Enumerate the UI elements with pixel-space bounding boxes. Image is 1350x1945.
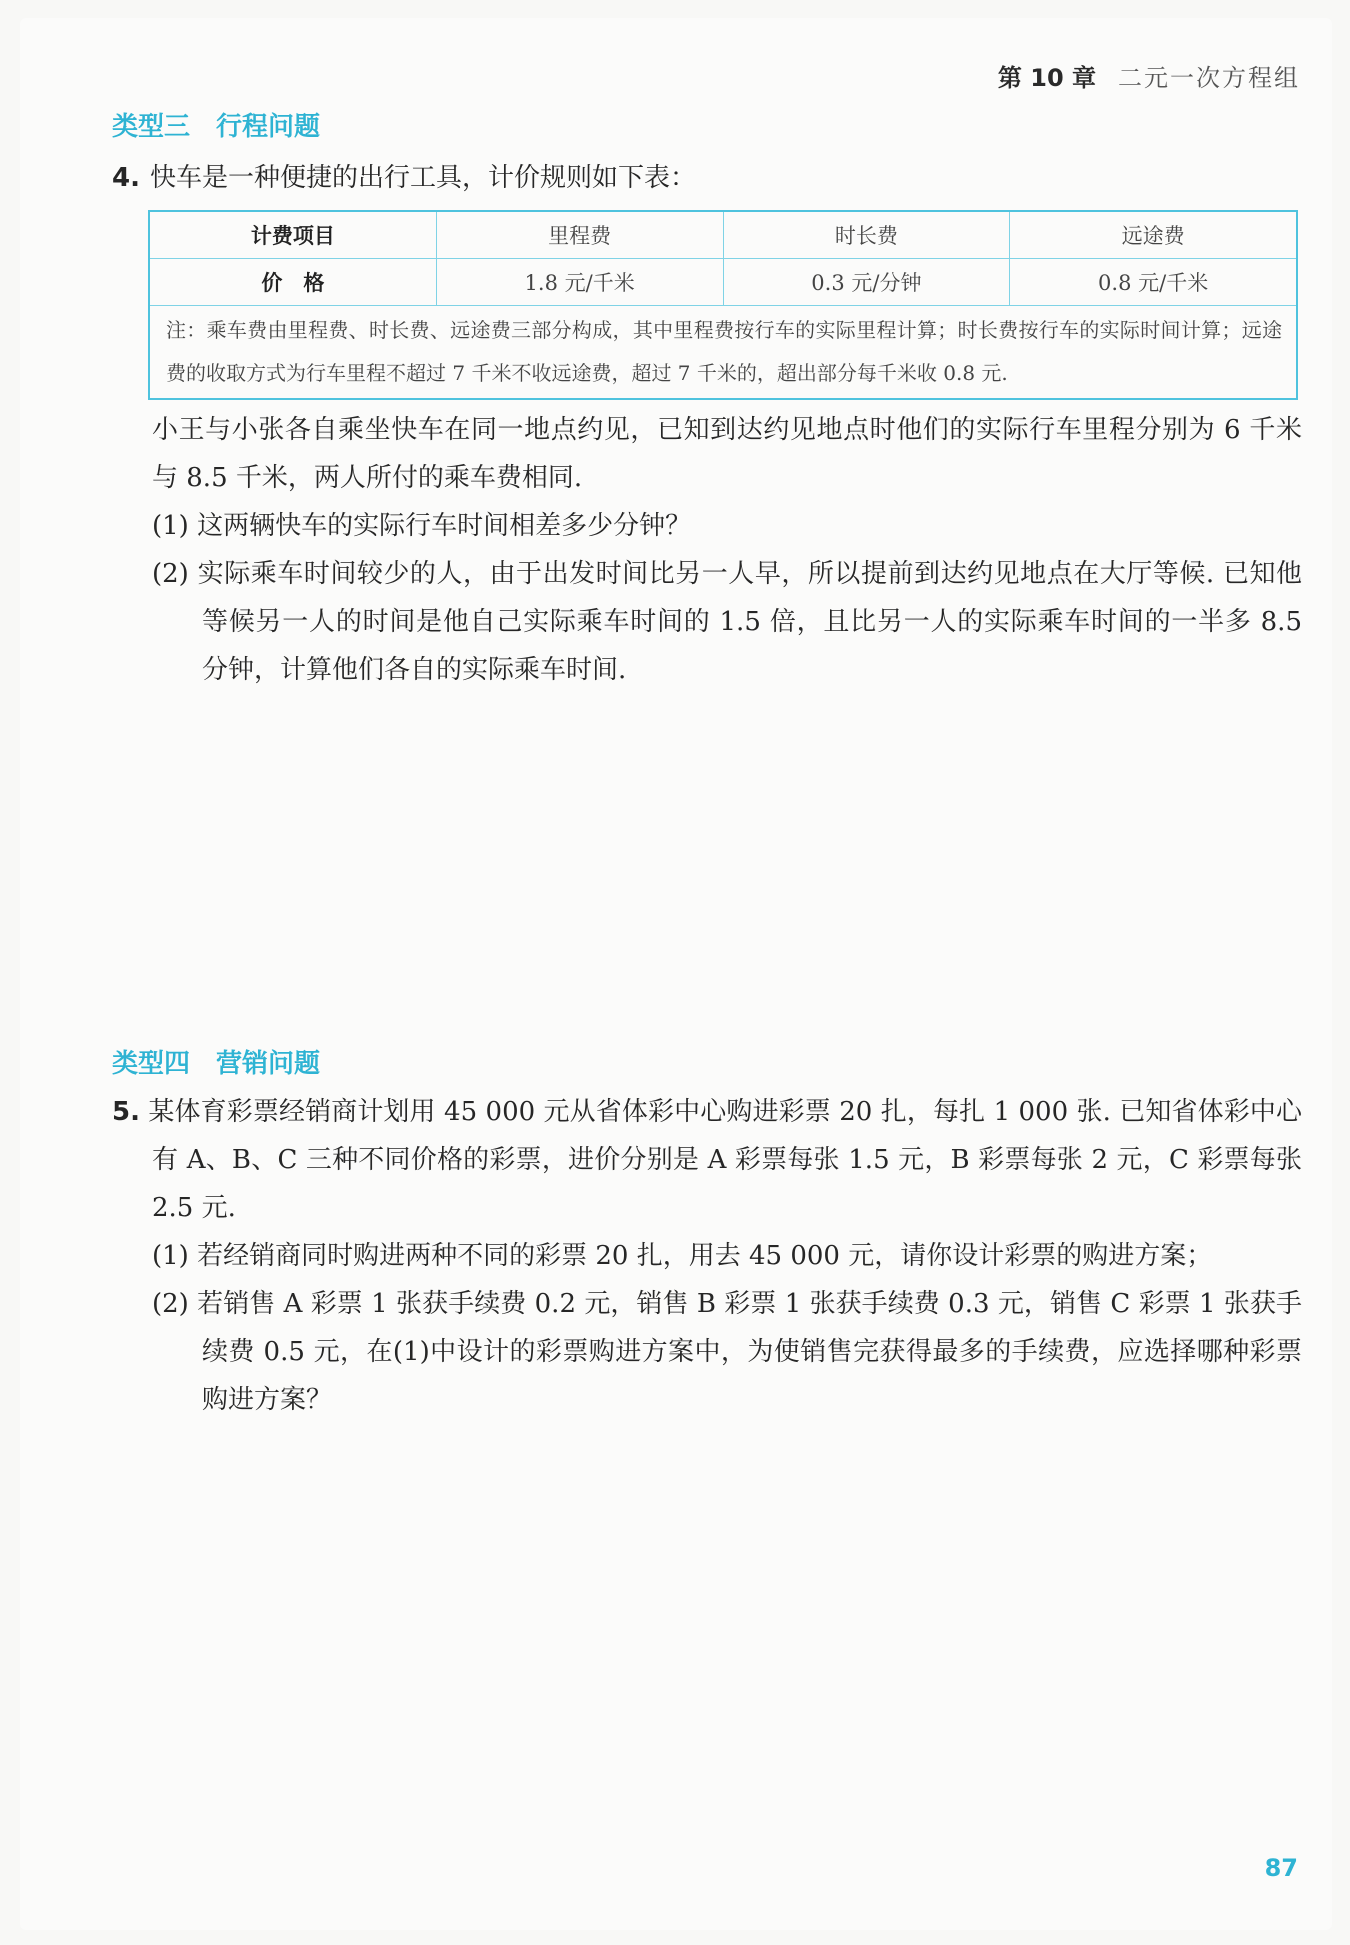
section-title: 营销问题 bbox=[216, 1049, 321, 1079]
question-label: (2) bbox=[152, 1289, 189, 1319]
problem-4-question-2 bbox=[152, 550, 1302, 694]
problem-number: 4. bbox=[112, 163, 140, 193]
problem-5-stem bbox=[112, 1088, 1302, 1232]
section-heading-marketing bbox=[112, 1043, 320, 1080]
problem-5-question-2 bbox=[152, 1280, 1302, 1424]
table-cell: 价 格 bbox=[150, 259, 437, 305]
question-label: (2) bbox=[152, 559, 189, 589]
problem-number: 5. bbox=[112, 1097, 140, 1127]
question-text: 若销售 A 彩票 1 张获手续费 0.2 元，销售 B 彩票 1 张获手续费 0.3 元，销售 C 彩票 1 张获手续费 0.5 元，在(1)中设计的彩票购进方案中，为使销售完获得最多的手续费，应选择哪种彩票购进方案？ bbox=[197, 1289, 1302, 1415]
chapter-title: 二元一次方程组 bbox=[1118, 64, 1300, 92]
page-number: 87 bbox=[1264, 1854, 1298, 1882]
problem-4-question-1 bbox=[152, 502, 1302, 550]
table-cell: 1.8 元/千米 bbox=[437, 259, 724, 305]
table-cell: 0.3 元/分钟 bbox=[724, 259, 1011, 305]
table-header-cell: 远途费 bbox=[1121, 224, 1185, 248]
section-label: 类型四 bbox=[112, 1049, 191, 1079]
section-title: 行程问题 bbox=[216, 112, 321, 142]
question-text: 若经销商同时购进两种不同的彩票 20 扎，用去 45 000 元，请你设计彩票的购进方案； bbox=[197, 1241, 1213, 1271]
table-row bbox=[150, 259, 1296, 306]
table-header-cell: 计费项目 bbox=[150, 212, 437, 258]
table-header-row bbox=[150, 212, 1296, 259]
section-label: 类型三 bbox=[112, 112, 191, 142]
problem-stem-text: 某体育彩票经销商计划用 45 000 元从省体彩中心购进彩票 20 扎，每扎 1 000 张. 已知省体彩中心有 A、B、C 三种不同价格的彩票，进价分别是 A 彩票每张 1.5 元，B 彩票每张 2 元，C 彩票每张 2.5 元. bbox=[148, 1097, 1302, 1223]
problem-4-body: 小王与小张各自乘坐快车在同一地点约见，已知到达约见地点时他们的实际行车里程分别为 6 千米与 8.5 千米，两人所付的乘车费相同. bbox=[152, 415, 1302, 493]
table-header-cell: 里程费 bbox=[437, 212, 724, 258]
question-label: (1) bbox=[152, 511, 189, 541]
question-text: 实际乘车时间较少的人，由于出发时间比另一人早，所以提前到达约见地点在大厅等候. 已知他等候另一人的时间是他自己实际乘车时间的 1.5 倍，且比另一人的实际乘车时间的一半多 8.5 分钟，计算他们各自的实际乘车时间. bbox=[197, 559, 1303, 685]
table-note: 注：乘车费由里程费、时长费、远途费三部分构成，其中里程费按行车的实际里程计算；时长费按行车的实际时间计算；远途费的收取方式为行车里程不超过 7 千米不收远途费，超过 7 千米的，超出部分每千米收 0.8 元. bbox=[166, 318, 1282, 385]
chapter-number: 第 10 章 bbox=[997, 64, 1096, 92]
fare-table bbox=[148, 210, 1298, 400]
running-header bbox=[998, 58, 1300, 93]
problem-4-stem bbox=[112, 154, 1302, 202]
question-text: 这两辆快车的实际行车时间相差多少分钟？ bbox=[197, 511, 692, 541]
problem-5-question-1 bbox=[152, 1232, 1302, 1280]
table-header-cell: 时长费 bbox=[724, 212, 1011, 258]
table-cell: 0.8 元/千米 bbox=[1098, 271, 1209, 295]
section-heading-travel bbox=[112, 106, 320, 143]
problem-stem-text: 快车是一种便捷的出行工具，计价规则如下表： bbox=[149, 163, 696, 193]
question-label: (1) bbox=[152, 1241, 189, 1271]
